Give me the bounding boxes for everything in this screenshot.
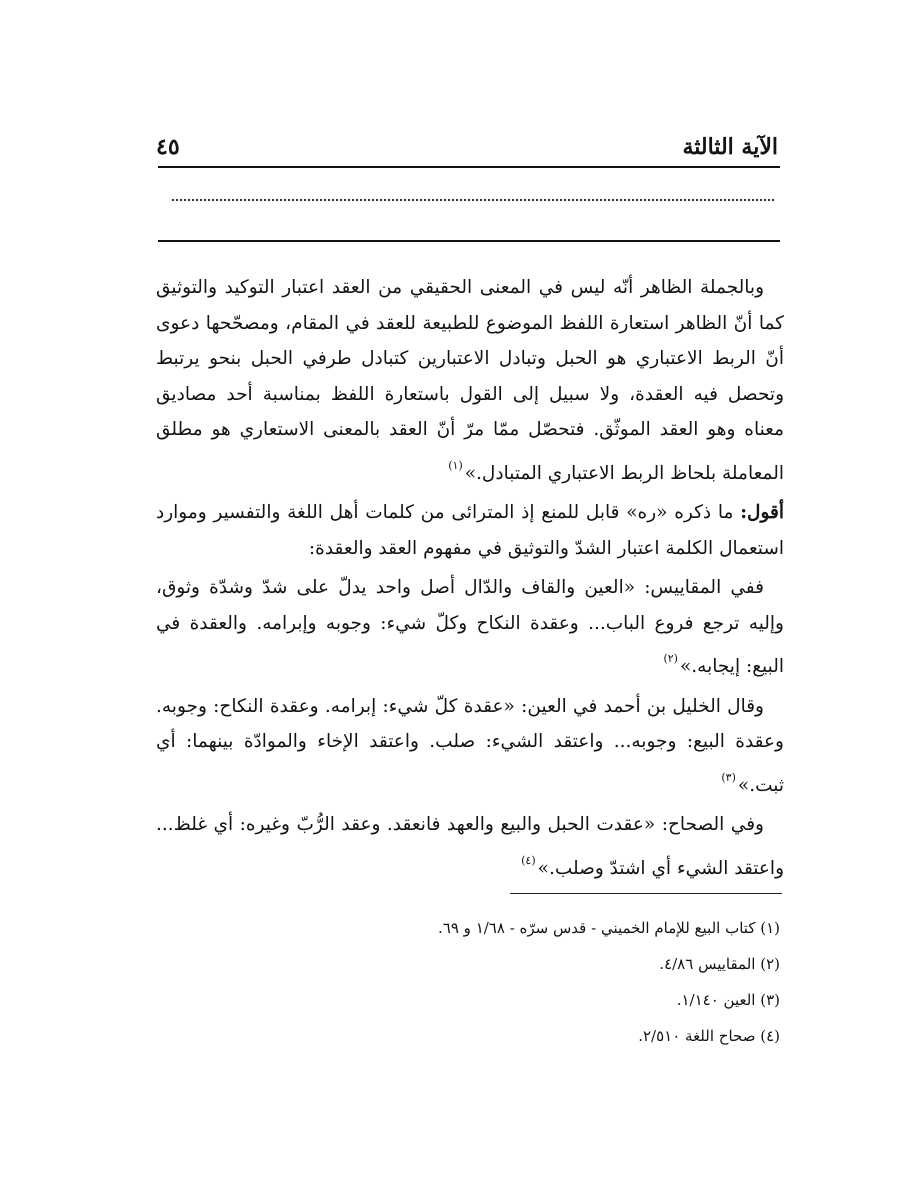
paragraph-5 [156,807,784,886]
paragraph-3 [156,570,784,685]
footnote-item: (٢) المقاييس ٤/٨٦. [659,955,780,973]
footnote-marker: (١) [448,458,463,472]
paragraph-text: وقال الخليل بن أحمد في العين: «عقدة كلّ شيء: إبرامه. وعقدة النكاح: وجوبه. وعقدة البيع: وجوبه... واعتقد الشيء: صلب. واعتقد الإخاء والموادّة بينهما: أي ثبت.» [156,695,784,796]
paragraph-1 [156,270,784,491]
footnote-marker: (٣) [721,770,736,784]
running-header-title: الآية الثالثة [682,134,778,160]
paragraph-text: ما ذكره «ره» قابل للمنع إذ المترائى من كلمات أهل اللغة والتفسير وموارد استعمال الكلمة اعتبار الشدّ والتوثيق في مفهوم العقد والعقدة: [156,502,784,559]
dotted-separator [172,199,774,201]
main-text [156,270,784,890]
footnote-item: (٣) العين ١/١٤٠. [676,991,780,1009]
paragraph-2 [156,495,784,566]
paragraph-text: وفي الصحاح: «عقدت الحبل والبيع والعهد فانعقد. وعقد الرُّبّ وغيره: أي غلظ... واعتقد الشيء أي اشتدّ وصلب.» [156,814,784,879]
paragraph-text: ففي المقاييس: «العين والقاف والدّال أصل واحد يدلّ على شدّ وشدّة وثوق، وإليه ترجع فروع الباب... وعقدة النكاح وكلّ شيء: وجوبه وإبرامه. والعقدة في البيع: إيجابه.» [156,577,784,677]
footnote-item: (١) كتاب البيع للإمام الخميني - قدس سرّه - ١/٦٨ و ٦٩. [438,919,780,937]
page-number: ٤٥ [156,134,180,160]
footnote-item: (٤) صحاح اللغة ٢/٥١٠. [638,1027,780,1045]
header-rule [158,166,780,168]
paragraph-4 [156,689,784,804]
paragraph-lead: أقول: [740,502,784,523]
paragraph-text: وبالجملة الظاهر أنّه ليس في المعنى الحقيقي من العقد اعتبار التوكيد والتوثيق كما أنّ الظاهر استعارة اللفظ الموضوع للطبيعة للعقد في المقام، ومصحّحها دعوى أنّ الربط الاعتباري هو الحبل وتبادل الاعتبارين كتبادل طرفي الحبل بنحو يرتبط وتحصل فيه العقدة، ولا سبيل إلى القول باستعارة اللفظ بمناسبة أحد مصاديق معناه وهو العقد الموثّق. فتحصّل ممّا مرّ أنّ العقد بالمعنى الاستعاري هو مطلق المعاملة بلحاظ الربط الاعتباري المتبادل.» [156,277,784,484]
header-rule-bottom [158,240,780,242]
footnote-marker: (٤) [521,853,536,867]
footnote-separator [510,893,782,894]
footnotes [280,910,780,1054]
footnote-marker: (٢) [663,652,678,665]
